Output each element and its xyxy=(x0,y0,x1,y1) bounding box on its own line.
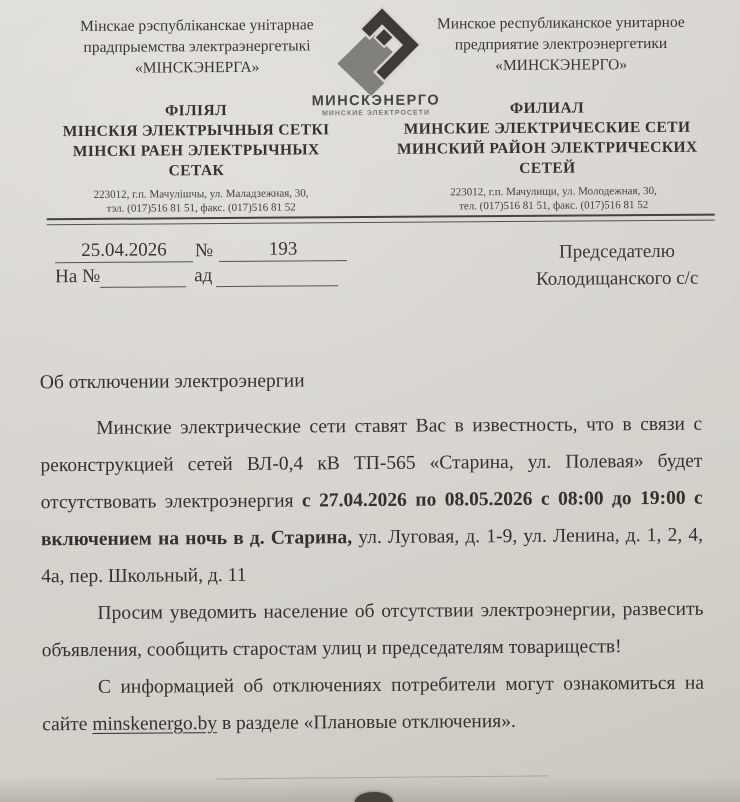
letter-body xyxy=(40,360,705,744)
ad-blank xyxy=(216,285,338,287)
branch-ru-line3: МИНСКИЙ РАЙОН ЭЛЕКТРИЧЕСКИХ xyxy=(396,138,698,158)
faint-pencil-mark xyxy=(217,775,549,779)
ad-label: ад xyxy=(194,265,213,287)
org-ru-line3: «МИНСКЭНЕРГО» xyxy=(495,56,628,75)
branch-ru-line2: МИНСКИЕ ЭЛЕКТРИЧЕСКИЕ СЕТИ xyxy=(403,118,691,138)
logo-brand-text: МИНСКЭНЕРГО xyxy=(311,92,441,110)
branch-by-line4: СЕТАК xyxy=(168,162,225,180)
branch-by-line2: МІНСКІЯ ЭЛЕКТРЫЧНЫЯ СЕТКІ xyxy=(62,121,330,141)
p1-dates-bold: с 27.04.2026 по 08.05.2026 с 08:00 до 19:00 с включением на ночь в д. Старина, xyxy=(40,487,703,551)
addr-by-line2: тэл. (017)516 81 51, факс. (017)516 81 52 xyxy=(106,201,296,215)
org-ru-line2: предприятие электроэнергетики xyxy=(454,34,668,54)
addr-by-line1: 223012, г.п. Мачулішчы, ул. Маладзежная, 30, xyxy=(93,187,309,201)
paragraph-request: Просим уведомить население об отсутствии электроэнергии, развесить объявления, сообщить старостам улиц и председателям товариществ! xyxy=(41,598,704,662)
p3-text-start: С информацией об отключениях потребители могут ознакомиться на сайте xyxy=(42,672,705,736)
na-no-label: На № xyxy=(55,265,101,288)
org-name-russian xyxy=(413,12,708,77)
branch-ru-line1: ФИЛИАЛ xyxy=(509,99,585,118)
org-by-line2: прадпрыемства электраэнергетыкі xyxy=(83,37,311,56)
paragraph-website-info xyxy=(42,665,705,744)
org-name-belarusian xyxy=(49,14,344,79)
org-ru-line1: Минское республиканское унитарное xyxy=(436,13,685,33)
letter-number: 193 xyxy=(219,238,347,262)
p1-text-start: Минские электрические сети ставят Вас в известность, что в связи с реконструкцией сетей ВЛ-0,4 кВ ТП-565 «Старина, ул. Полевая» будет отсутствовать электроэнергия xyxy=(40,413,703,514)
p1-text-end: ул. Луговая, д. 1-9, ул. Ленина, д. 1, 2, 4, 4а, пер. Школьный, д. 11 xyxy=(41,524,704,588)
addr-ru-line2: тел. (017)516 81 51, факс. (017)516 81 52 xyxy=(458,199,649,213)
subject-line: Об отключении электроэнергии xyxy=(39,370,305,394)
addr-ru-line1: 223012, г.п. Мачулищи, ул. Молодежная, 30, xyxy=(450,184,657,199)
org-by-line3: «МІНСКЭНЕРГА» xyxy=(134,58,260,77)
recipient-title: Председателю xyxy=(558,240,676,263)
branch-by-line3: МІНСКІ РАЕН ЭЛЕКТРЫЧНЫХ xyxy=(72,141,320,161)
recipient-name: Колодищанского с/с xyxy=(535,267,699,290)
minskenergo-logo-icon xyxy=(327,4,424,97)
address-russian xyxy=(398,184,708,214)
letter-date: 25.04.2026 xyxy=(55,239,193,263)
org-by-line1: Мінскае рэспубліканскае унітарнае xyxy=(80,16,314,36)
branch-name-belarusian xyxy=(44,100,349,182)
number-sign: № xyxy=(194,240,214,262)
branch-ru-line4: СЕТЕЙ xyxy=(519,159,576,177)
recipient-block xyxy=(519,238,715,293)
minskenergo-website-link: minskenergo.by xyxy=(92,713,218,735)
logo-brand-subtext: МИНСКИЕ ЭЛЕКТРОСЕТИ xyxy=(321,109,431,118)
p3-text-end: в разделе «Плановые отключения». xyxy=(216,710,516,735)
photo-edge-artifact xyxy=(355,792,393,802)
address-belarusian xyxy=(54,186,349,216)
reference-block xyxy=(55,238,347,291)
branch-by-line1: ФІЛІЯЛ xyxy=(164,101,228,120)
paragraph-outage-details xyxy=(40,406,703,596)
branch-name-russian xyxy=(384,98,711,180)
na-no-blank xyxy=(100,286,186,288)
